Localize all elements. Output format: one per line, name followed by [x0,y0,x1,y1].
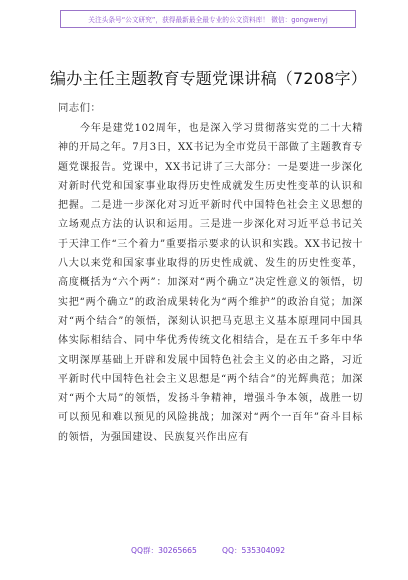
salutation: 同志们： [58,102,102,114]
page-title: 编办主任主题教育专题党课讲稿（7208字） [50,68,367,88]
footer-qq-group: QQ群：30265665 [131,546,197,555]
footer-qq: QQ：535304092 [222,546,286,555]
footer [0,545,408,559]
header-banner [60,10,356,28]
body-paragraph: 今年是建党102周年，也是深入学习贯彻落实党的二十大精神的开局之年。7月3日，XX书记为全市党员干部做了主题教育专题党课报告。党课中，XX书记讲了三大部分：一是要进一步深化对新时代党和国家事业取得历史性成就发生历史性变革的认识和把握。二是进一步深化对习近平新时代中国特色社会主义思想的立场观点方法的认识和运用。三是进一步深化对习近平总书记关于天津工作“三个着力”重要指示要求的认识和实践。XX书记按十八大以来党和国家事业取得的历史性成就、发生的历史性变革，高度概括为“六个两”：加深对“两个确立”决定性意义的领悟，切实把“两个确立”的政治成果转化为“两个维护”的政治自觉；加深对“两个结合”的领悟，深刻认识把马克思主义基本原理同中国具体实际相结合、同中华优秀传统文化相结合，是在五千多年中华文明深厚基础上开辟和发展中国特色社会主义的必由之路，习近平新时代中国特色社会主义思想是“两个结合”的光辉典范；加深对“两个大局”的领悟，发扬斗争精神，增强斗争本领，战胜一切可以预见和难以预见的风险挑战；加深对“两个一百年”奋斗目标的领悟，为强国建设、民族复兴作出应有 [58,123,363,443]
header-banner-text: 关注头条号“公文研究”，获得最新最全最专业的公文资料库！ 微信：gongwenyj [88,16,328,24]
